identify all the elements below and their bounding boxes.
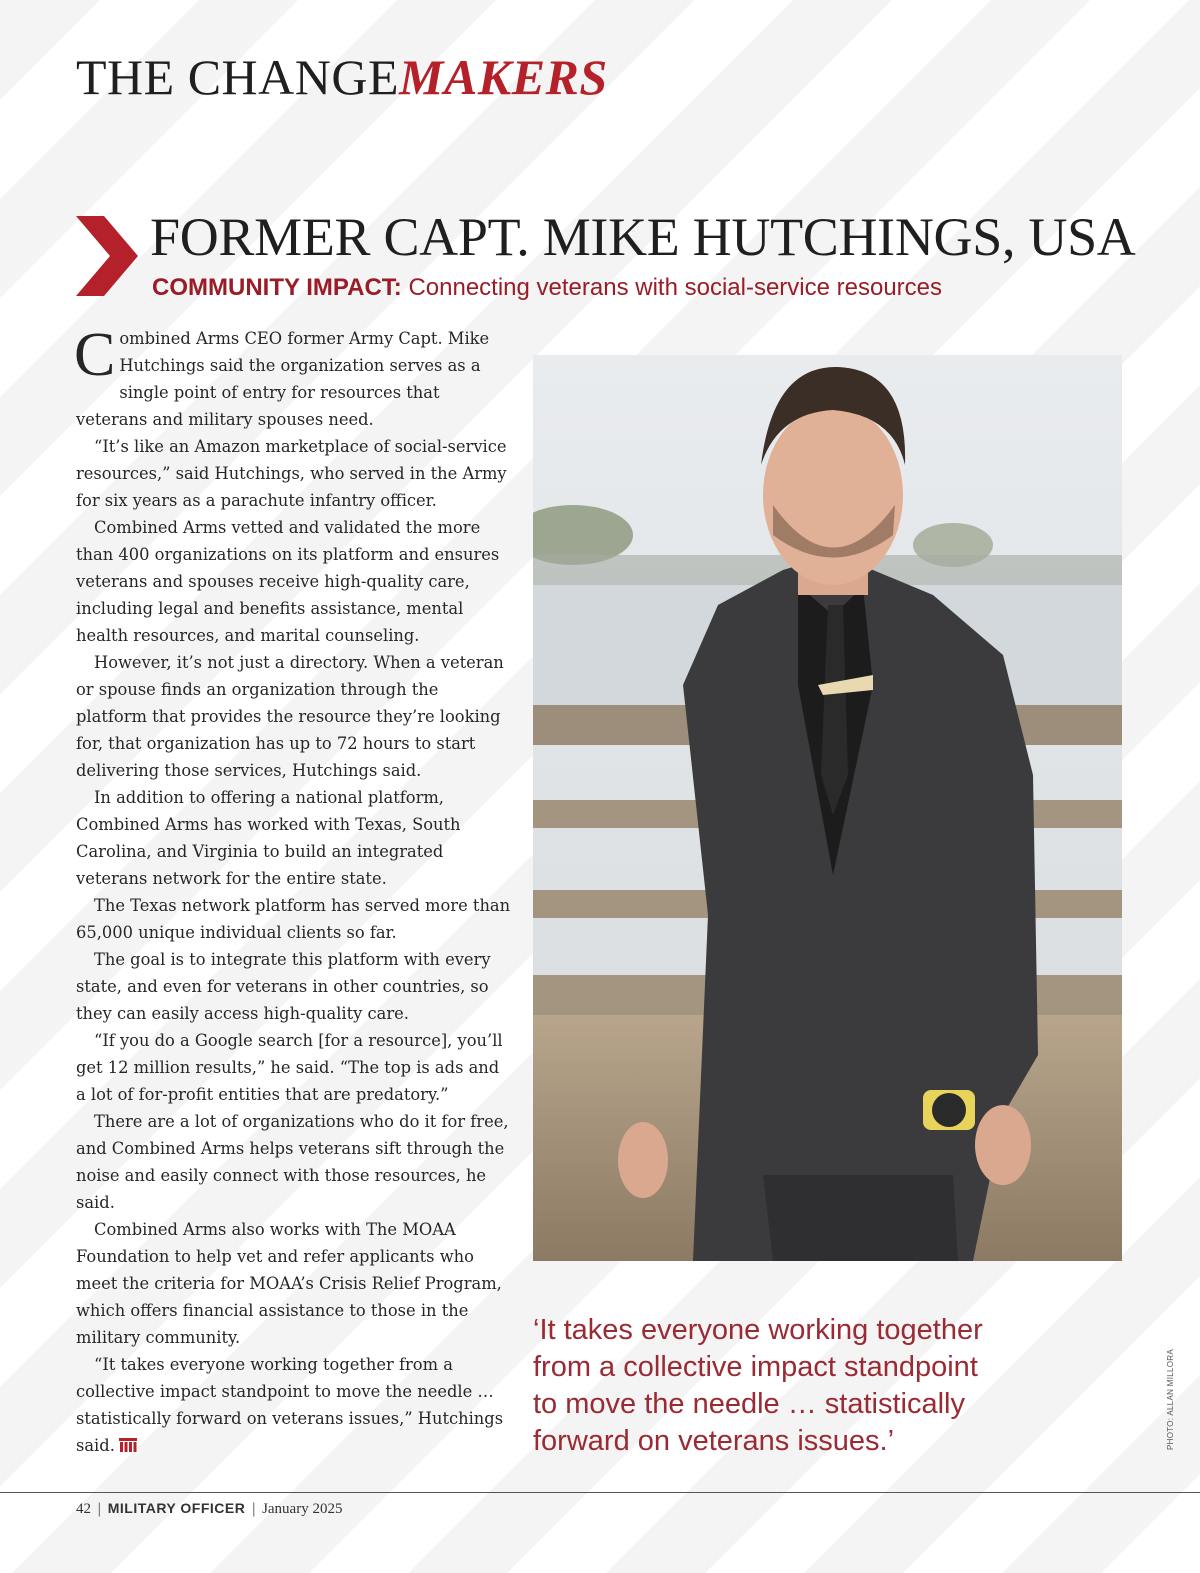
photo-credit: PHOTO: ALLAN MILLORA: [1166, 1349, 1175, 1450]
publication-name: MILITARY OFFICER: [107, 1500, 246, 1516]
portrait-photo: [533, 355, 1122, 1261]
article-paragraph: The Texas network platform has served more than 65,000 unique individual clients so far.: [76, 896, 511, 942]
impact-text: Connecting veterans with social-service resources: [408, 274, 943, 301]
article-paragraph: In addition to offering a national platform, Combined Arms has worked with Texas, South Carolina, and Virginia to build an integrated veterans network for the entire state.: [76, 788, 461, 888]
drop-cap: C: [74, 321, 116, 389]
article-paragraph: “If you do a Google search [for a resource], you’ll get 12 million results,” he said. “The top is ads and a lot of for-profit entities that are predatory.”: [76, 1031, 503, 1104]
section-title-accent: MAKERS: [399, 49, 608, 105]
article-paragraph: The goal is to integrate this platform with every state, and even for veterans in other countries, so they can easily access high-quality care.: [76, 950, 491, 1023]
article-paragraph: There are a lot of organizations who do it for free, and Combined Arms helps veterans sift through the noise and easily connect with those resources, he said.: [76, 1112, 509, 1212]
article-paragraph: Combined Arms vetted and validated the more than 400 organizations on its platform and ensures veterans and spouses receive high-quality care, including legal and benefits assistance, mental health resources, and marital counseling.: [76, 518, 500, 645]
article-paragraph: Combined Arms CEO former Army Capt. Mike Hutchings said the organization serves as a single point of entry for resources that veterans and military spouses need.: [74, 321, 490, 429]
moaa-end-mark-icon: [119, 1438, 137, 1452]
section-title: [76, 49, 608, 105]
pull-quote: ‘It takes everyone working together from a collective impact standpoint to move the needle … statistically forward on veterans issues.’: [533, 1314, 983, 1457]
footer-separator: |: [251, 1501, 257, 1517]
article-paragraph: However, it’s not just a directory. When a veteran or spouse finds an organization through the platform that provides the resource they’re looking for, that organization has up to 72 hours to start delivering those services, Hutchings said.: [76, 653, 504, 780]
profile-name: FORMER CAPT. MIKE HUTCHINGS, USA: [150, 207, 1136, 267]
community-impact-line: [152, 274, 942, 302]
article-paragraph: “It takes everyone working together from a collective impact standpoint to move the needle … statistically forward on veterans issues,” Hutchings said.: [76, 1355, 504, 1455]
section-title-part1: THE CHANGE: [76, 49, 400, 105]
footer-separator: |: [97, 1501, 102, 1517]
article-paragraph: “It’s like an Amazon marketplace of social-service resources,” said Hutchings, who served in the Army for six years as a parachute infantry officer.: [76, 437, 507, 510]
article-body: [74, 321, 512, 1459]
page-footer: [76, 1500, 342, 1518]
page-number: 42: [76, 1501, 91, 1517]
footer-divider: [0, 1492, 1200, 1493]
issue-date: January 2025: [262, 1501, 343, 1517]
impact-label: COMMUNITY IMPACT:: [152, 274, 402, 301]
article-paragraph: Combined Arms also works with The MOAA Foundation to help vet and refer applicants who meet the criteria for MOAA’s Crisis Relief Program, which offers financial assistance to those in the military community.: [76, 1220, 502, 1347]
chevron-icon: [76, 216, 138, 296]
